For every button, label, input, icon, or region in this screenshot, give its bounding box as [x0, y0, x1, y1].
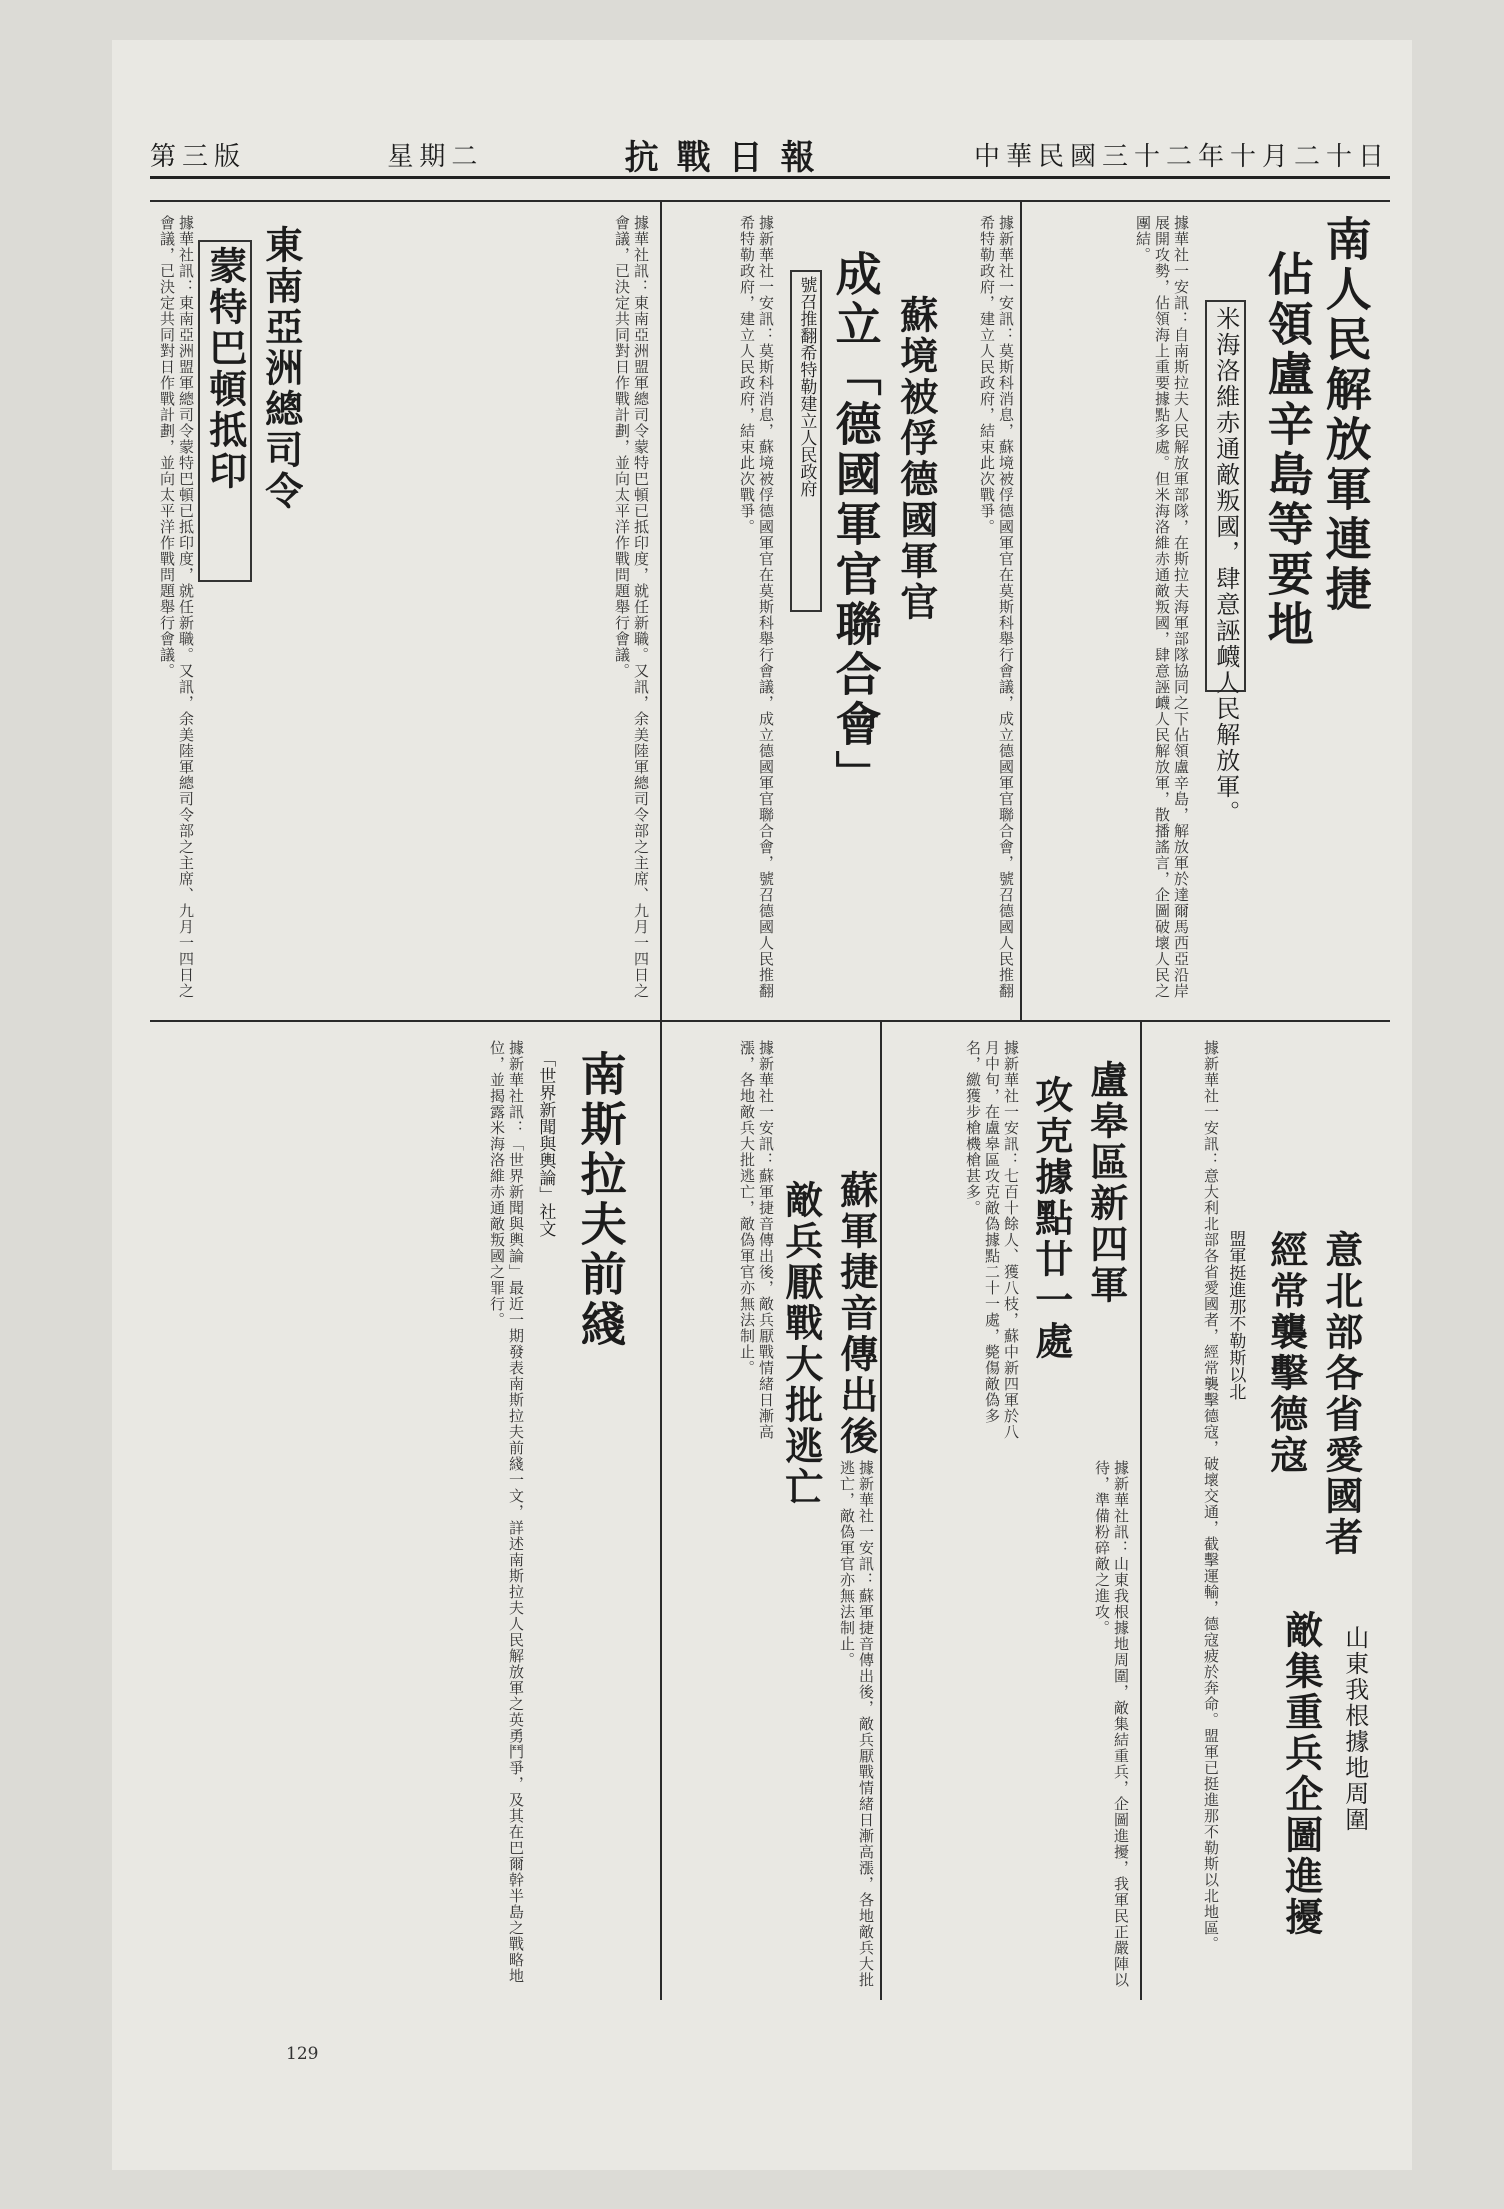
headline: 山東我根據地周圍: [1340, 1625, 1369, 1833]
article-body: 據新華社一安訊：七百十餘人、獲八枝，蘇中新四軍於八月中旬，在盧皋區攻克敵偽據點二十一處，斃傷敵偽多名，繳獲步槍機槍甚多。: [964, 1040, 1020, 1440]
subheadline: 米海洛維赤通敵叛國，肆意誣衊人民解放軍。: [1205, 300, 1246, 692]
column-rule: [880, 1020, 882, 2000]
column-rule: [150, 200, 1390, 202]
headline-secondary: 經常襲擊德寇: [1263, 1230, 1309, 1476]
headline-secondary: 敵兵厭戰大批逃亡: [778, 1180, 824, 1508]
article-body: 據華社一安訊：自南斯拉夫人民解放軍部隊，在斯拉夫海軍部隊協同之下佔領盧辛島，解放軍於達爾馬西亞沿岸展開攻勢，佔領海上重要據點多處。但米海洛維赤通敵叛國，肆意誣衊人民解放軍，散播謠言，企圖破壞人民之團結。: [1134, 215, 1190, 999]
headline-secondary: 成立「德國軍官聯合會」: [828, 250, 883, 800]
article-body: 據新華社訊：「世界新聞與輿論」最近一期發表南斯拉夫前綫一文，詳述南斯拉夫人民解放軍之英勇鬥爭，及其在巴爾幹半島之戰略地位，並揭露米海洛維赤通敵叛國之罪行。: [488, 1040, 525, 1984]
headline: 南斯拉夫前綫: [573, 1050, 628, 1350]
weekday-label: 星期二: [387, 141, 484, 172]
headline: 蘇境被俘德國軍官: [893, 295, 939, 623]
article-body: 據新華社一安訊：蘇軍捷音傳出後，敵兵厭戰情緒日漸高漲，各地敵兵大批逃亡，敵偽軍官亦無法制止。: [738, 1040, 775, 1440]
article-body-continued: 據新華社一安訊：蘇軍捷音傳出後，敵兵厭戰情緒日漸高漲，各地敵兵大批逃亡，敵偽軍官亦無法制止。: [838, 1460, 875, 1988]
article-body-continued: 據華社訊：東南亞洲盟軍總司令蒙特巴頓已抵印度，就任新職。又訊，余美陸軍總司令部之主席、九月一四日之會議，已決定共同對日作戰計劃，並向太平洋作戰問題舉行會議。: [613, 215, 650, 999]
subheadline: 號召推翻希特勒建立人民政府: [790, 270, 822, 612]
column-rule: [150, 1020, 1390, 1022]
page-number: 129: [286, 2044, 319, 2064]
headline-secondary: 蒙特巴頓抵印: [198, 240, 252, 582]
article-body: 據華社訊：東南亞洲盟軍總司令蒙特巴頓已抵印度，就任新職。又訊，余美陸軍總司令部之主席、九月一四日之會議，已決定共同對日作戰計劃，並向太平洋作戰問題舉行會議。: [158, 215, 195, 999]
column-rule: [1140, 1020, 1142, 2000]
article-body: 據新華社一安訊：意大利北部各省愛國者，經常襲擊德寇，破壞交通，截擊運輸，德寇疲於奔命。盟軍已挺進那不勒斯以北地區。: [1202, 1040, 1220, 1952]
article-body-continued: 據新華社一安訊：莫斯科消息，蘇境被俘德國軍官在莫斯科舉行會議，成立德國軍官聯合會，號召德國人民推翻希特勒政府，建立人民政府，結束此次戰爭。: [738, 215, 775, 999]
headline: 蘇軍捷音傳出後: [833, 1170, 879, 1457]
headline-secondary: 敵集重兵企圖進擾: [1278, 1610, 1324, 1938]
column-rule: [660, 1020, 662, 2000]
headline: 南人民解放軍連捷: [1318, 215, 1373, 615]
article-body: 據新華社一安訊：莫斯科消息，蘇境被俘德國軍官在莫斯科舉行會議，成立德國軍官聯合會，號召德國人民推翻希特勒政府，建立人民政府，結束此次戰爭。: [978, 215, 1015, 999]
column-rule: [1020, 200, 1022, 1020]
headline: 意北部各省愛國者: [1318, 1230, 1364, 1558]
subheadline: 盟軍挺進那不勒斯以北: [1225, 1230, 1246, 1400]
issue-date: 中華民國三十二年十月二十日: [973, 141, 1390, 172]
page-label: 第三版: [150, 141, 247, 172]
article-body: 據新華社訊：山東我根據地周圍，敵集結重兵，企圖進擾，我軍民正嚴陣以待，準備粉碎敵之進攻。: [1093, 1460, 1130, 1988]
headline-secondary: 佔領盧辛島等要地: [1260, 250, 1315, 650]
headline: 盧皋區新四軍: [1083, 1060, 1129, 1306]
paper-name: 抗戰日報: [624, 137, 833, 178]
subheadline: 「世界新聞與輿論」社文: [535, 1050, 556, 1237]
headline-secondary: 攻克據點廿一處: [1028, 1075, 1074, 1362]
masthead: [150, 132, 1390, 179]
column-rule: [660, 200, 662, 1020]
headline: 東南亞洲總司令: [258, 225, 304, 512]
